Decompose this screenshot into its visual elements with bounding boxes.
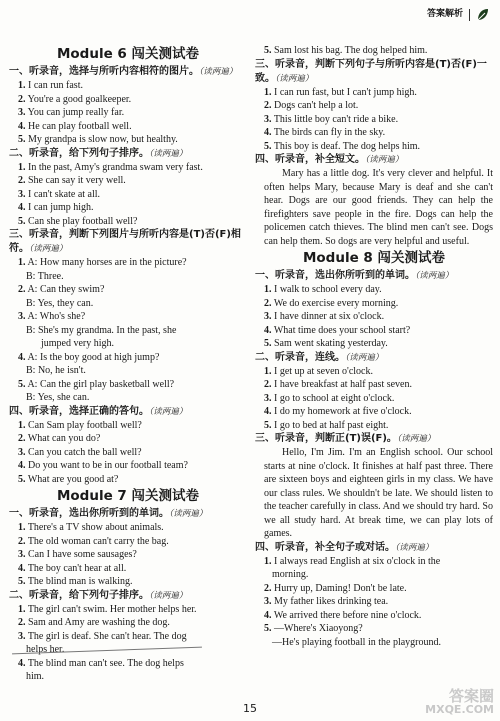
item-number: 5. [18, 378, 26, 390]
item-text: Can I have some sausages? [28, 549, 137, 560]
item-number: 2. [18, 433, 26, 444]
item-continuation: B: She's my grandma. In the past, she [26, 324, 177, 336]
list-item [255, 595, 493, 609]
list-item [255, 113, 493, 127]
item-text: Sam lost his bag. The dog helped him. [274, 45, 428, 56]
item-text: Can she play football well? [28, 215, 138, 227]
list-item [255, 622, 493, 636]
section-heading-text: 四、听录音，选择正确的答句。 [9, 405, 149, 417]
section-heading [9, 589, 247, 603]
section-heading-text: 一、听录音，选出你所听到的单词。 [255, 270, 415, 281]
item-text: He can play football well. [28, 120, 132, 132]
section-note: （读两遍） [395, 542, 434, 553]
section-heading [9, 147, 247, 161]
section-heading [255, 351, 493, 365]
item-number: 4. [18, 460, 26, 471]
watermark-line-2: MXQE.COM [425, 703, 494, 716]
item-number: 3. [18, 107, 26, 118]
list-item [9, 603, 247, 617]
list-item [255, 126, 493, 140]
list-item [255, 405, 493, 419]
item-number: 2. [264, 100, 272, 111]
section-heading [9, 405, 247, 419]
item-text: Sam went skating yesterday. [274, 338, 388, 349]
header-divider [469, 9, 470, 21]
list-item [255, 378, 493, 392]
list-item [9, 79, 247, 93]
list-item [9, 575, 247, 589]
item-text: What time does your school start? [273, 324, 411, 336]
section-note: （读两遍） [275, 73, 314, 84]
section-note: （读两遍） [199, 67, 238, 77]
section-heading [9, 65, 247, 79]
section-note: （读两遍） [345, 352, 384, 363]
list-item [255, 419, 493, 433]
list-item [9, 657, 247, 671]
passage-paragraph: Hello, I'm Jim. I'm an English school. Our school starts at nine o'clock. It finishes at half past three. There are sixteen boys and eighteen girls in my class. We have our class rules. We shouldn't be late. We should listen to the teacher carefully in class. And we should try hard. So we all study hard. At break time, we can play lots of games. [264, 447, 493, 539]
item-text: I do my homework at five o'clock. [274, 406, 412, 417]
item-text: The birds can fly in the sky. [273, 127, 386, 138]
item-text: You can jump really far. [27, 107, 125, 118]
list-item [9, 133, 247, 147]
item-number: 4. [264, 127, 272, 138]
section-heading-text: 三、听录音，判断下列图片与所听内容是(T)否(F)相符。 [9, 229, 241, 254]
section-heading [255, 432, 493, 446]
list-item [255, 297, 493, 311]
list-item [9, 459, 247, 473]
section-heading-text: 三、听录音，判断下列句子与所听内容是(T)否(F)一致。 [255, 58, 487, 84]
module-title: Module 7 闯关测试卷 [56, 488, 200, 504]
item-text: Dogs can't help a lot. [274, 100, 359, 111]
item-text: We arrived there before nine o'clock. [273, 609, 422, 621]
item-text: A: Who's she? [27, 311, 86, 322]
item-continuation: morning. [272, 569, 309, 580]
list-item [255, 337, 493, 351]
right-column [255, 44, 493, 649]
section-heading-text: 二、听录音，给下列句子排序。 [9, 589, 149, 601]
list-item [9, 174, 247, 188]
section-note: （读两遍） [149, 148, 188, 159]
item-text: —Where's Xiaoyong? [274, 623, 363, 634]
list-item [9, 106, 247, 120]
section-heading [255, 269, 493, 283]
item-text: She can say it very well. [28, 175, 126, 186]
list-item [9, 548, 247, 562]
item-text: The girl can't swim. Her mother helps her. [27, 603, 197, 615]
item-number: 4. [18, 120, 26, 132]
list-item [9, 351, 247, 365]
item-continuation: B: Yes, they can. [26, 297, 94, 309]
list-item [9, 256, 247, 270]
item-number: 5. [18, 215, 26, 227]
list-item [255, 310, 493, 324]
section-note: （读两遍） [149, 406, 188, 417]
list-item [9, 562, 247, 576]
list-item [9, 120, 247, 134]
passage-paragraph: Mary has a little dog. It's very clever and helpful. It often helps Mary, because Mary is deaf and she can't hear. Dogs are our good friends. They can help the firefighters save people in the fire. Dogs can help the policemen catch thieves. The blind men can't see. Dogs can help them. So dogs are very helpful and useful. [264, 168, 493, 247]
item-number: 1. [264, 284, 272, 295]
list-item [255, 555, 493, 569]
list-item [9, 419, 247, 433]
item-number: 5. [18, 134, 26, 145]
section-heading [255, 541, 493, 555]
item-number: 5. [264, 45, 272, 56]
list-item [9, 630, 247, 644]
item-text: Can Sam play football well? [28, 419, 142, 431]
section-heading-text: 三、听录音，判断正(T)误(F)。 [255, 433, 397, 444]
section-note: （读两遍） [365, 155, 404, 165]
item-number: 2. [18, 93, 26, 105]
item-text: This little boy can't ride a bike. [273, 113, 399, 125]
list-item [9, 283, 247, 297]
item-text: I go to bed at half past eight. [274, 419, 389, 431]
item-number: 3. [18, 446, 26, 458]
list-item [255, 609, 493, 623]
item-number: 3. [264, 392, 272, 404]
page-header [427, 8, 490, 22]
list-item [9, 446, 247, 460]
list-item [9, 93, 247, 107]
item-number: 2. [264, 582, 272, 594]
item-text: What can you do? [27, 433, 101, 444]
item-number: 5. [264, 140, 272, 152]
item-number: 1. [18, 522, 26, 533]
section-heading [9, 507, 247, 521]
item-text: The blind man is walking. [27, 576, 133, 587]
item-text: The boy can't hear at all. [27, 562, 127, 574]
section-heading-text: 一、听录音，选出你所听到的单词。 [9, 508, 169, 519]
item-text: I walk to school every day. [274, 284, 382, 295]
item-number: 3. [18, 311, 26, 322]
item-number: 1. [18, 603, 26, 615]
item-continuation: —He's playing football in the playground. [272, 636, 441, 648]
list-item [255, 365, 493, 379]
item-text: I have breakfast at half past seven. [274, 379, 412, 390]
item-number: 3. [264, 311, 272, 322]
module-title: Module 6 闯关测试卷 [56, 46, 200, 62]
list-item [255, 99, 493, 113]
section-note: （读两遍） [169, 509, 208, 519]
item-text: I have dinner at six o'clock. [274, 311, 385, 322]
item-number: 4. [264, 609, 272, 621]
item-text: We do exercise every morning. [273, 297, 399, 309]
list-item [255, 392, 493, 406]
header-label: 答案解析 [426, 9, 463, 20]
item-number: 4. [18, 657, 26, 669]
item-text: I go to school at eight o'clock. [274, 392, 395, 404]
item-text: A: Can the girl play basketball well? [27, 378, 175, 390]
module-title: Module 8 闯关测试卷 [302, 250, 446, 266]
item-number: 5. [264, 338, 272, 349]
item-number: 1. [18, 257, 26, 268]
item-continuation: B: No, he isn't. [26, 365, 86, 376]
item-number: 3. [18, 630, 26, 642]
item-text: I can run fast. [28, 80, 83, 91]
item-text: A: How many horses are in the picture? [27, 257, 187, 268]
left-column [9, 44, 247, 684]
item-number: 4. [264, 406, 272, 417]
item-continuation: jumped very high. [41, 338, 115, 349]
item-number: 5. [264, 419, 272, 431]
watermark [425, 689, 494, 717]
item-text: My grandpa is slow now, but healthy. [28, 134, 178, 145]
item-continuation: helps her. [26, 644, 65, 655]
list-item [9, 473, 247, 487]
list-item [255, 582, 493, 596]
section-note: （读两遍） [29, 244, 68, 254]
section-heading-text: 四、听录音，补全句子或对话。 [255, 541, 395, 553]
item-number: 5. [264, 623, 272, 634]
section-note: （读两遍） [396, 434, 436, 444]
list-item [9, 310, 247, 324]
list-item [9, 432, 247, 446]
item-text: Hurry up, Daming! Don't be late. [274, 582, 407, 594]
item-number: 1. [18, 80, 26, 91]
item-number: 1. [18, 419, 26, 431]
item-number: 3. [18, 188, 26, 200]
item-number: 3. [264, 113, 272, 125]
item-number: 2. [264, 297, 272, 309]
item-text: This boy is deaf. The dog helps him. [273, 140, 421, 152]
list-item [9, 535, 247, 549]
list-item [255, 44, 493, 58]
item-text: What are you good at? [27, 473, 119, 485]
item-text: I can run fast, but I can't jump high. [274, 86, 417, 98]
section-heading-text: 一、听录音，选择与所听内容相符的图片。 [9, 66, 199, 77]
item-number: 3. [264, 596, 272, 607]
section-heading-text: 二、听录音，给下列句子排序。 [9, 147, 149, 159]
item-text: I can't skate at all. [28, 188, 101, 200]
section-heading [9, 228, 247, 256]
list-item [9, 161, 247, 175]
item-continuation: him. [26, 671, 45, 682]
list-item [9, 215, 247, 229]
item-text: The blind man can't see. The dog helps [27, 657, 184, 669]
section-heading-text: 二、听录音，连线。 [255, 351, 345, 363]
item-number: 1. [264, 555, 272, 567]
item-text: A: Can they swim? [27, 284, 105, 295]
item-number: 2. [18, 617, 26, 628]
list-item [9, 201, 247, 215]
item-text: In the past, Amy's grandma swam very fast. [28, 161, 203, 173]
item-text: You're a good goalkeeper. [27, 93, 132, 105]
watermark-line-1: 答案圈 [448, 687, 494, 705]
item-text: The girl is deaf. She can't hear. The dog [27, 630, 187, 642]
item-continuation: B: Three. [26, 270, 64, 282]
item-text: There's a TV show about animals. [27, 522, 164, 533]
list-item [255, 140, 493, 154]
list-item [255, 324, 493, 338]
list-item [9, 378, 247, 392]
item-continuation: B: Yes, she can. [26, 392, 90, 403]
item-number: 2. [18, 284, 26, 295]
item-text: Can you catch the ball well? [28, 446, 142, 458]
section-heading [255, 58, 493, 86]
item-number: 1. [18, 161, 26, 173]
item-number: 3. [18, 549, 26, 560]
page-number: 15 [243, 701, 257, 715]
list-item [9, 188, 247, 202]
item-text: I get up at seven o'clock. [274, 365, 373, 377]
section-note: （读两遍） [415, 271, 454, 281]
item-number: 4. [18, 202, 26, 213]
item-number: 1. [264, 86, 272, 98]
list-item [9, 616, 247, 630]
item-number: 2. [264, 379, 272, 390]
item-text: I always read English at six o'clock in the [274, 555, 441, 567]
item-text: A: Is the boy good at high jump? [27, 351, 160, 363]
item-text: I can jump high. [28, 202, 94, 213]
item-text: The old woman can't carry the bag. [27, 535, 169, 547]
list-item [255, 283, 493, 297]
section-heading-text: 四、听录音，补全短文。 [255, 154, 365, 165]
item-number: 4. [18, 562, 26, 574]
item-number: 5. [18, 473, 26, 485]
item-number: 1. [264, 365, 272, 377]
list-item [255, 86, 493, 100]
item-number: 4. [264, 324, 272, 336]
section-heading [255, 153, 493, 167]
item-text: Do you want to be in our football team? [28, 460, 188, 471]
item-text: Sam and Amy are washing the dog. [28, 617, 170, 628]
item-number: 2. [18, 175, 26, 186]
item-number: 4. [18, 351, 26, 363]
item-number: 2. [18, 535, 26, 547]
leaf-icon [476, 8, 490, 22]
list-item [9, 521, 247, 535]
section-note: （读两遍） [149, 590, 188, 601]
item-number: 5. [18, 576, 26, 587]
item-text: My father likes drinking tea. [274, 596, 389, 607]
